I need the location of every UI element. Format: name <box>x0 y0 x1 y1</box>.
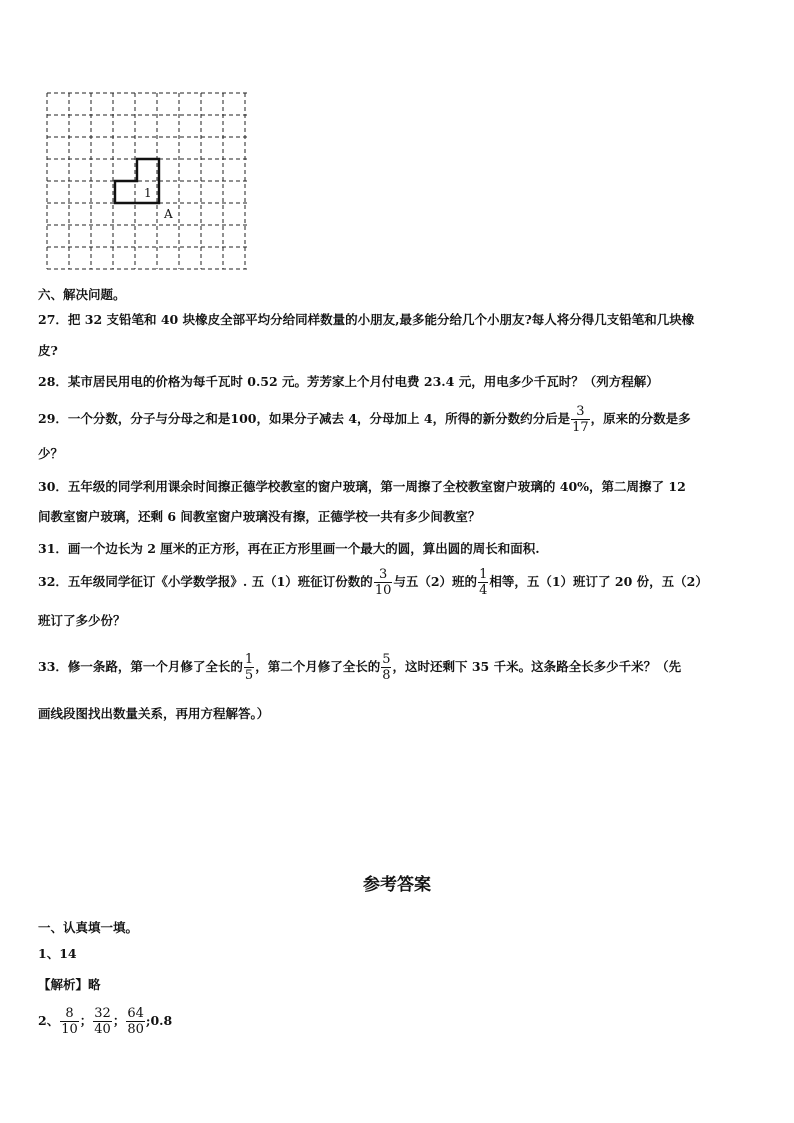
question-33-line2: 画线段图找出数量关系，再用方程解答。） <box>38 706 270 721</box>
question-27-line1: 27．把 32 支铅笔和 40 块橡皮全部平均分给同样数量的小朋友,最多能分给几个小朋友?每人将分得几支铅笔和几块橡 <box>38 312 695 327</box>
answers-section-heading: 一、认真填一填。 <box>38 920 139 935</box>
answer-2 <box>38 1006 172 1037</box>
q33-text-a: 33．修一条路，第一个月修了全长的 <box>38 659 243 674</box>
question-28: 28．某市居民用电的价格为每千瓦时 0.52 元。芳芳家上个月付电费 23.4 元，用电多少千瓦时？（列方程解） <box>38 374 659 389</box>
question-29-line1 <box>38 404 691 435</box>
fraction: $\frac{8}{10}$ <box>61 1006 78 1037</box>
separator: ； <box>79 1013 93 1028</box>
q29-text-a: 29．一个分数，分子与分母之和是100，如果分子减去 4，分母加上 4，所得的新分数约分后是 <box>38 411 571 426</box>
question-32-line1 <box>38 567 708 598</box>
separator: ； <box>112 1013 126 1028</box>
section-heading: 六、解决问题。 <box>38 287 126 302</box>
q33-text-c: ，这时还剩下 35 千米。这条路全长多少千米？（先 <box>392 659 682 674</box>
q29-text-b: ，原来的分数是多 <box>590 411 691 426</box>
fraction: $\frac{5}{8}$ <box>382 652 391 683</box>
question-31: 31．画一个边长为 2 厘米的正方形，再在正方形里画一个最大的圆，算出圆的周长和面积. <box>38 541 540 556</box>
fraction: $\frac{3}{17}$ <box>572 404 589 435</box>
q32-text-c: 相等，五（1）班订了 20 份，五（2） <box>489 574 708 589</box>
question-30-line1: 30．五年级的同学利用课余时间擦正德学校教室的窗户玻璃，第一周擦了全校教室窗户玻璃的 40%，第二周擦了 12 <box>38 479 686 494</box>
q32-text-a: 32．五年级同学征订《小学数学报》. 五（1）班征订份数的 <box>38 574 373 589</box>
q32-text-b: 与五（2）班的 <box>393 574 478 589</box>
answer-1-note: 【解析】略 <box>38 977 101 992</box>
answer-2-tail: ;0.8 <box>145 1013 173 1028</box>
answers-title: 参考答案 <box>363 875 431 895</box>
point-label: A <box>164 207 173 221</box>
fraction: $\frac{1}{5}$ <box>244 652 254 683</box>
dashed-grid <box>40 86 255 271</box>
q33-text-b: ，第二个月修了全长的 <box>255 659 381 674</box>
answer-1: 1、14 <box>38 946 77 961</box>
fraction: $\frac{1}{4}$ <box>479 567 488 598</box>
answer-2-prefix: 2、 <box>38 1013 60 1028</box>
fraction: $\frac{32}{40}$ <box>94 1006 111 1037</box>
question-27-line2: 皮? <box>38 343 58 358</box>
question-30-line2: 间教室窗户玻璃，还剩 6 间教室窗户玻璃没有擦，正德学校一共有多少间教室？ <box>38 509 481 524</box>
question-29-line2: 少？ <box>38 446 64 461</box>
question-33-line1 <box>38 652 681 683</box>
fraction: $\frac{3}{10}$ <box>374 567 392 598</box>
fraction: $\frac{64}{80}$ <box>127 1006 144 1037</box>
question-32-line2: 班订了多少份？ <box>38 613 126 628</box>
grid-figure <box>40 86 255 271</box>
square-label: 1 <box>144 186 152 200</box>
